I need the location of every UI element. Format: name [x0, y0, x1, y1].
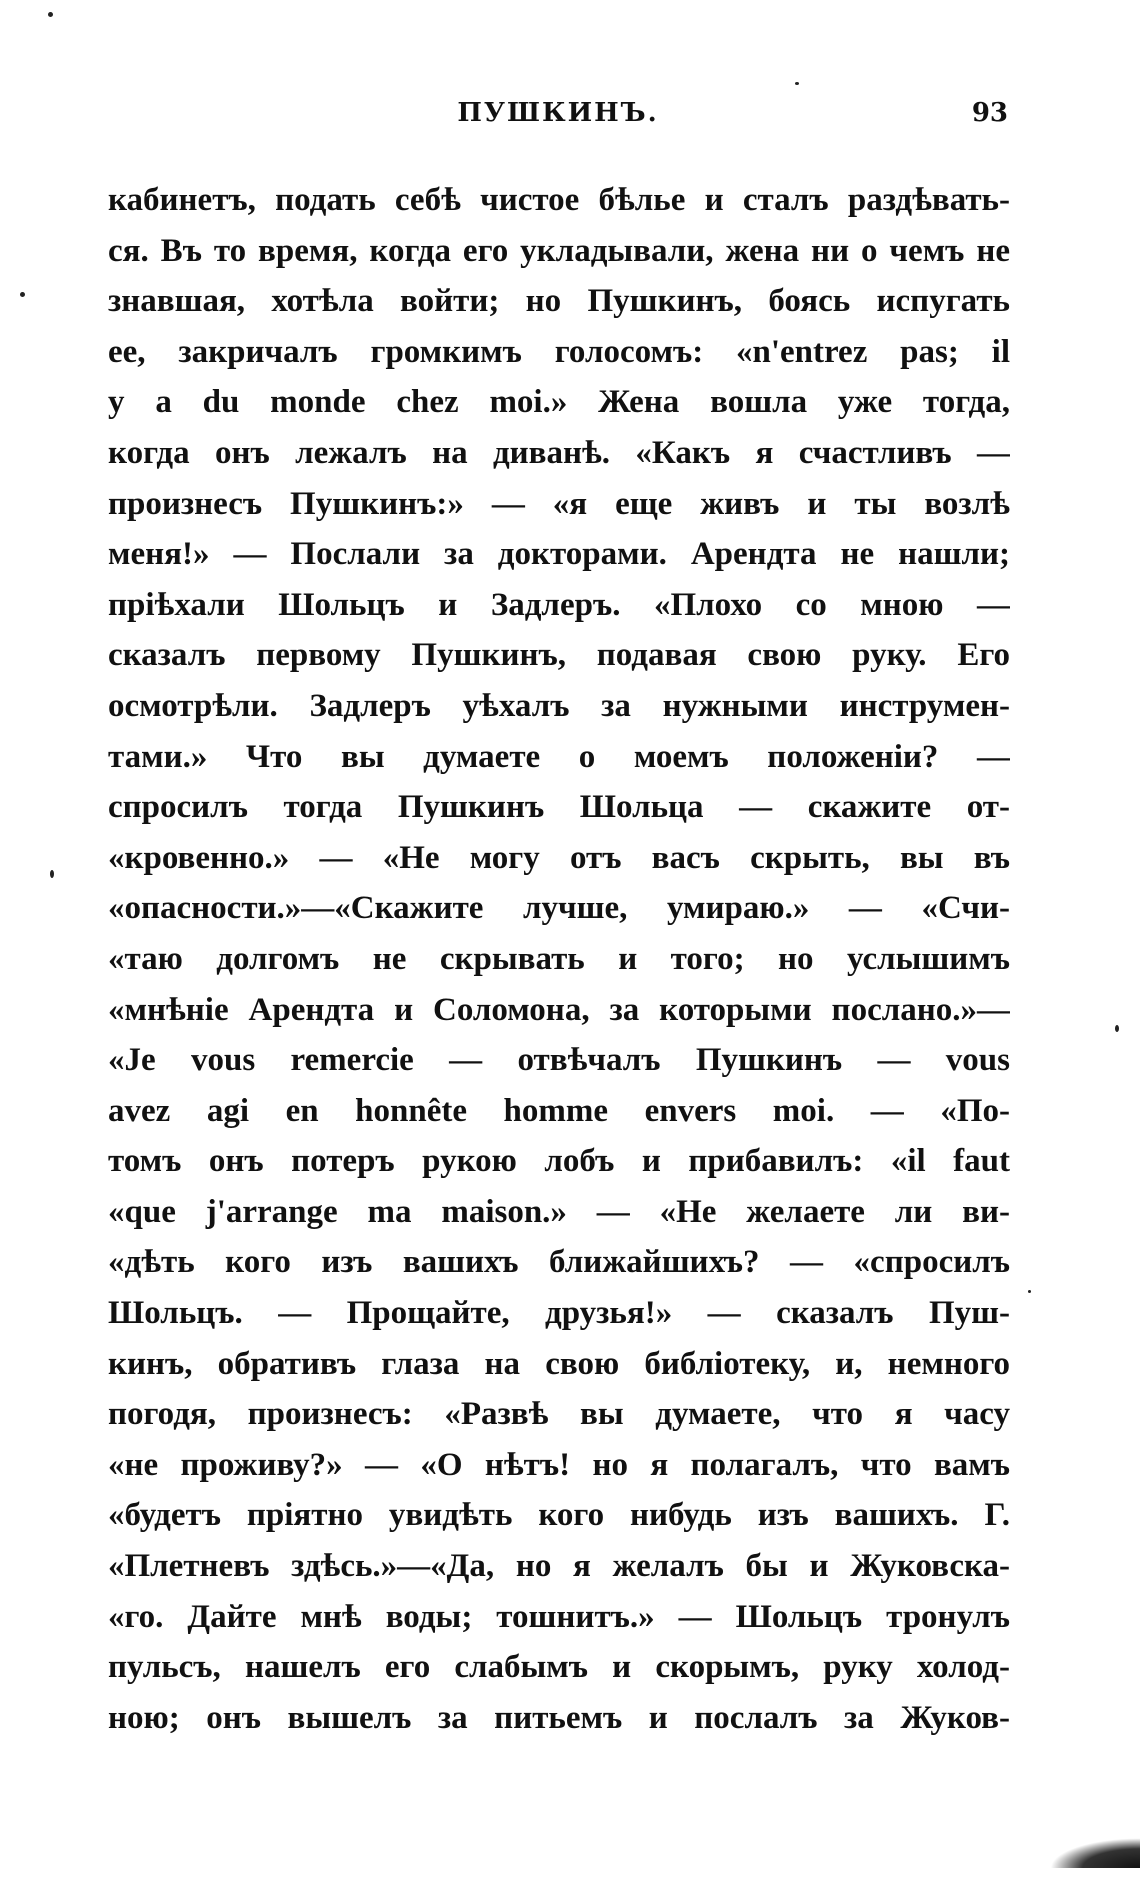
text-line: «опасности.»—«Скажите лучше, умираю.» — «Счи- [108, 890, 1010, 927]
text-line: «будетъ пріятно увидѣть кого нибудь изъ вашихъ. Г. [108, 1497, 1010, 1534]
text-line: Шольцъ. — Прощайте, друзья!» — сказалъ Пуш- [108, 1295, 1010, 1332]
page-number: 93 [971, 98, 1008, 128]
text-line: томъ онъ потеръ рукою лобъ и прибавилъ: «il faut [108, 1143, 1010, 1180]
text-line: ною; онъ вышелъ за питьемъ и послалъ за Жуков- [108, 1699, 1010, 1736]
text-line: произнесъ Пушкинъ:» — «я еще живъ и ты возлѣ [108, 485, 1010, 522]
text-line: меня!» — Послали за докторами. Арендта не нашли; [108, 536, 1010, 573]
text-line: осмотрѣли. Задлеръ уѣхалъ за нужными инструмен- [108, 687, 1010, 724]
scan-speck [50, 870, 54, 878]
text-line: кабинетъ, подать себѣ чистое бѣлье и сталъ раздѣвать- [108, 182, 1010, 218]
text-line: сказалъ первому Пушкинъ, подавая свою руку. Его [108, 637, 1010, 674]
text-line: y a du monde chez moi.» Жена вошла уже тогда, [108, 384, 1010, 421]
scan-speck [795, 82, 799, 85]
text-line: avez agi en honnête homme envers moi. — «По- [108, 1092, 1010, 1129]
body-text [108, 175, 1010, 1743]
text-line: «кровенно.» — «Не могу отъ васъ скрыть, вы въ [108, 839, 1010, 876]
text-line: «не проживу?» — «О нѣтъ! но я полагалъ, что вамъ [108, 1446, 1010, 1483]
text-line: «дѣть кого изъ вашихъ ближайшихъ? — «спросилъ [108, 1244, 1010, 1281]
scan-speck [20, 292, 25, 297]
text-line: тами.» Что вы думаете о моемъ положеніи? — [108, 738, 1010, 775]
scan-speck [1028, 1290, 1031, 1293]
running-head: ПУШКИНЪ. [457, 98, 659, 128]
text-line: пульсъ, нашелъ его слабымъ и скорымъ, руку холод- [108, 1649, 1010, 1686]
text-line: «Плетневъ здѣсь.»—«Да, но я желалъ бы и Жуковска- [108, 1548, 1010, 1585]
text-line: ее, закричалъ громкимъ голосомъ: «n'entrez pas; il [108, 333, 1010, 370]
scan-speck [1115, 1025, 1119, 1032]
text-line: «que j'arrange ma maison.» — «Не желаете ли ви- [108, 1193, 1010, 1230]
text-line: знавшая, хотѣла войти; но Пушкинъ, боясь испугать [108, 283, 1010, 320]
text-line: «Je vous remercie — отвѣчалъ Пушкинъ — vous [108, 1042, 1010, 1079]
text-line: «таю долгомъ не скрывать и того; но услышимъ [108, 940, 1010, 977]
text-line: «го. Дайте мнѣ воды; тошнитъ.» — Шольцъ тронулъ [108, 1598, 1010, 1635]
scan-edge-shadow [1050, 1838, 1140, 1868]
text-line: погодя, произнесъ: «Развѣ вы думаете, что я часу [108, 1396, 1010, 1433]
text-line: ся. Въ то время, когда его укладывали, жена ни о чемъ не [108, 232, 1010, 269]
text-line: кинъ, обративъ глаза на свою библіотеку, и, немного [108, 1345, 1010, 1382]
text-line: «мнѣніе Арендта и Соломона, за которыми послано.»— [108, 991, 1010, 1028]
scan-speck [48, 12, 53, 17]
text-line: когда онъ лежалъ на диванѣ. «Какъ я счастливъ — [108, 434, 1010, 471]
text-line: пріѣхали Шольцъ и Задлеръ. «Плохо со мною — [108, 586, 1010, 623]
page-header [108, 98, 1008, 138]
text-line: спросилъ тогда Пушкинъ Шольца — скажите от- [108, 789, 1010, 826]
